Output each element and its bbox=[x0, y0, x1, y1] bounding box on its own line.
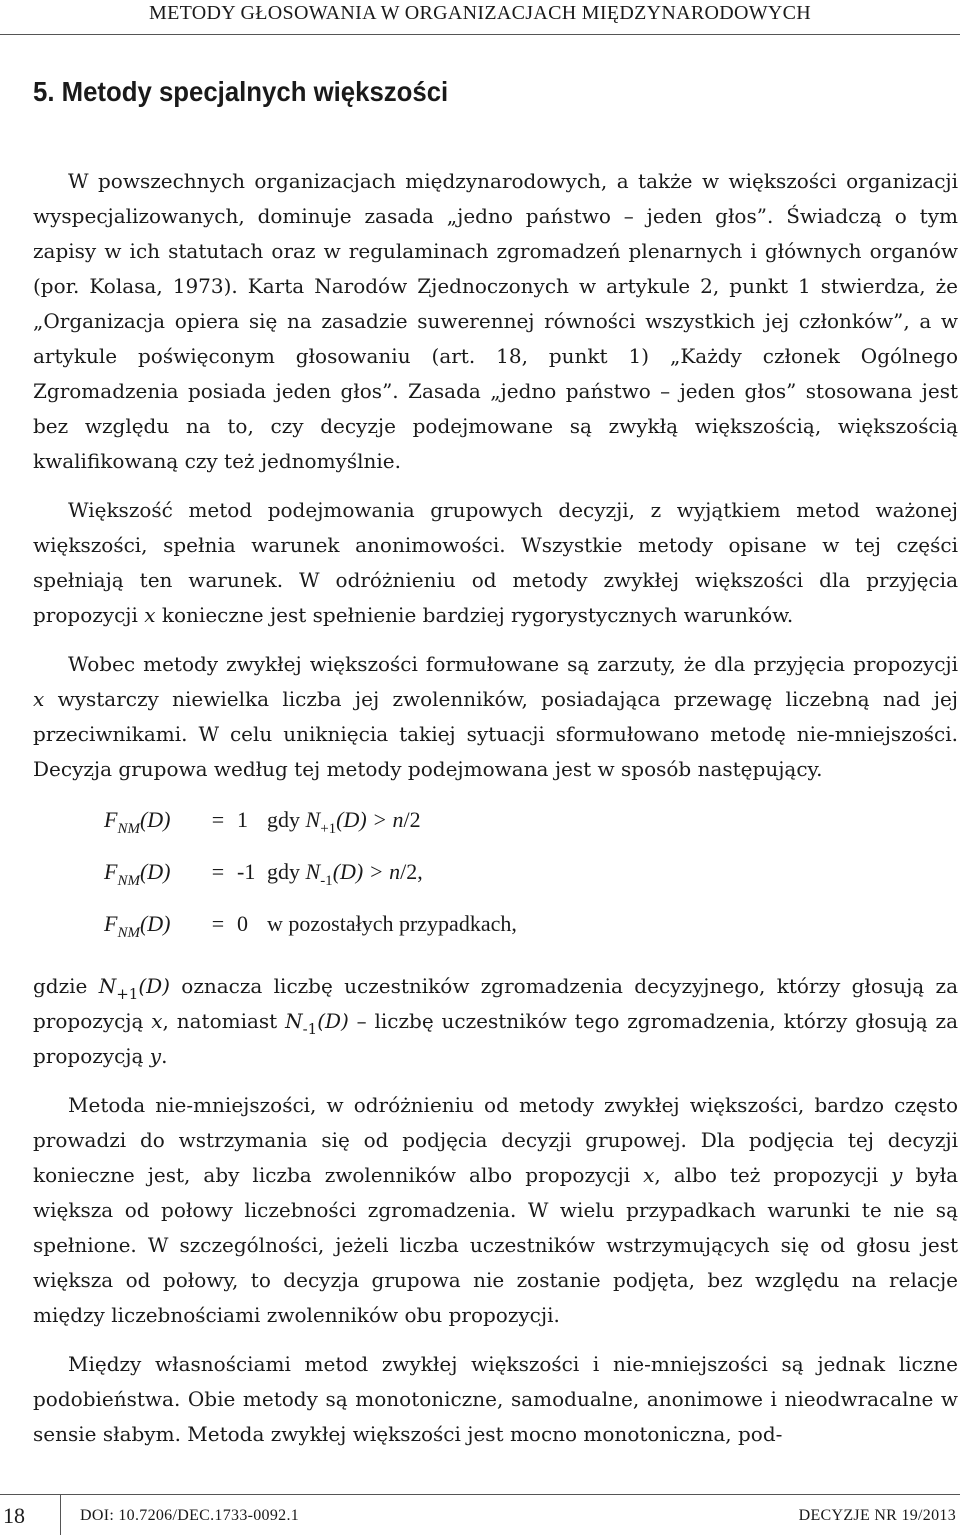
formula-row-2: $F_{NM}(D)$ = -1 gdy $N_{-1}(D) > n/2$, bbox=[104, 859, 423, 889]
paragraph-5: Metoda nie-mniejszości, w odróżnieniu od metody zwykłej większości, bardzo często prowadzi do wstrzymania się od podjęcia decyzji grupowej. Dla podjęcia tej decyzji konieczne jest, aby liczba zwolenników albo propozycji x, albo też propozycji y była większa od połowy liczebności zgromadzenia. W wielu przypadkach warunki te nie są spełnione. W szczególności, jeżeli liczba uczestników wstrzymujących się od głosu jest większa od połowy, to decyzja grupowa nie zostanie podjęta, bez względu na relacje między liczebnościami zwolenników obu propozycji. bbox=[33, 1093, 958, 1327]
paragraph-6: Między własnościami metod zwykłej większości i nie-mniejszości są jednak liczne podobieństwa. Obie metody są monotoniczne, samodualne, anonimowe i nieodwracalne w sensie słabym. Metoda zwykłej większości jest mocno monotoniczna, pod- bbox=[33, 1352, 958, 1446]
page-footer bbox=[0, 1494, 960, 1535]
running-title: METODY GŁOSOWANIA W ORGANIZACJACH MIĘDZYNARODOWYCH bbox=[148, 2, 812, 24]
article-body bbox=[33, 164, 958, 1452]
doi-label: DOI: 10.7206/DEC.1733-0092.1 bbox=[80, 1507, 300, 1524]
formula-block bbox=[104, 802, 958, 958]
page-number: 18 bbox=[3, 1503, 25, 1528]
formula-row-1: $F_{NM}(D)$ = 1 gdy $N_{+1}(D) > n/2$ bbox=[104, 807, 421, 837]
running-header bbox=[0, 0, 960, 35]
section-title: 5. Metody specjalnych większości bbox=[33, 76, 449, 107]
paragraph-2: Większość metod podejmowania grupowych decyzji, z wyjątkiem metod ważonej większości, spełnia warunek anonimowości. Wszystkie metody opisane w tej części spełniają ten warunek. W odróżnieniu od metody zwykłej większości dla przyjęcia propozycji x konieczne jest spełnienie bardziej rygorystycznych warunków. bbox=[33, 498, 958, 627]
paragraph-4: gdzie $N_{+1}(D)$ oznacza liczbę uczestników zgromadzenia decyzyjnego, którzy głosują za propozycją x, natomiast $N_{-1}(D)$ – liczbę uczestników tego zgromadzenia, którzy głosują za propozycją y. bbox=[33, 974, 959, 1068]
formula-row-3: $F_{NM}(D)$ = 0 w pozostałych przypadkach, bbox=[104, 911, 517, 941]
journal-issue: DECYZJE NR 19/2013 bbox=[798, 1507, 956, 1524]
footer-divider bbox=[60, 1495, 61, 1535]
paragraph-1: W powszechnych organizacjach międzynarodowych, a także w większości organizacji wyspecjalizowanych, dominuje zasada „jedno państwo – jeden głos”. Świadczą o tym zapisy w ich statutach oraz w regulaminach zgromadzeń plenarnych i głównych organów (por. Kolasa, 1973). Karta Narodów Zjednoczonych w artykule 2, punkt 1 stwierdza, że „Organizacja opiera się na zasadzie suwerennej równości wszystkich jej członków”, a w artykule poświęconym głosowaniu (art. 18, punkt 1) „Każdy członek Ogólnego Zgromadzenia posiada jeden głos”. Zasada „jedno państwo – jeden głos” stosowana jest bez względu na to, czy decyzje podejmowane są zwykłą większością, większością kwalifikowaną czy też jednomyślnie. bbox=[33, 169, 958, 473]
paragraph-3: Wobec metody zwykłej większości formułowane są zarzuty, że dla przyjęcia propozycji x wystarczy niewielka liczba jej zwolenników, posiadająca przewagę liczebną nad jej przeciwnikami. W celu uniknięcia takiej sytuacji sformułowano metodę nie-mniejszości. Decyzja grupowa według tej metody podejmowana jest w sposób następujący. bbox=[33, 652, 958, 781]
